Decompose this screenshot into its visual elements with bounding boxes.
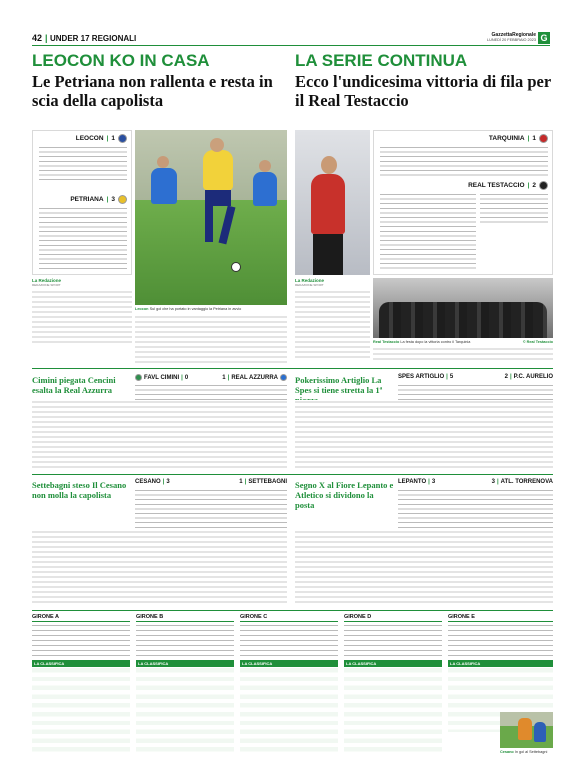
middle-story-2-body bbox=[295, 400, 553, 470]
player-red bbox=[311, 174, 345, 234]
leocon-badge-icon bbox=[118, 134, 127, 143]
group-b-standings-title: LA CLASSIFICA bbox=[136, 660, 234, 667]
middle-story-1-body bbox=[32, 400, 287, 470]
page-date: LUNEDÌ 20 FEBBRAIO 2023 bbox=[487, 38, 536, 42]
group-b-title: GIRONE B bbox=[136, 614, 234, 622]
middle-story-1-scoreline: FAVL CIMINI | 0 1 | REAL AZZURRA bbox=[135, 374, 287, 381]
real-azzurra-badge-icon bbox=[280, 374, 287, 381]
group-d-results bbox=[344, 624, 442, 656]
middle-story-2-scoreline: SPES ARTIGLIO | 5 2 | P.C. AURELIO bbox=[398, 374, 553, 380]
right-away-lineup bbox=[380, 193, 476, 271]
left-photo-caption: Leocon Sul gol che ha portato in vantaggio la Petriana in avvio bbox=[135, 307, 242, 311]
group-a-table bbox=[32, 668, 130, 752]
right-body-cols bbox=[373, 347, 553, 363]
right-team-photo bbox=[295, 130, 370, 275]
right-home-lineup bbox=[380, 146, 548, 178]
lower-story-1-body bbox=[32, 530, 287, 605]
bottom-photo bbox=[500, 712, 553, 748]
team-group-shape bbox=[379, 302, 547, 338]
left-away-lineup bbox=[39, 207, 127, 271]
left-away-team: PETRIANA | 3 bbox=[70, 195, 127, 204]
lower-story-2-lineups bbox=[398, 489, 553, 531]
group-b-results bbox=[136, 624, 234, 656]
left-home-lineup bbox=[39, 146, 127, 186]
group-a-standings-title: LA CLASSIFICA bbox=[32, 660, 130, 667]
group-d-table bbox=[344, 668, 442, 752]
player-yellow bbox=[203, 150, 233, 190]
right-celebration-photo bbox=[373, 278, 553, 338]
group-b-table bbox=[136, 668, 234, 752]
left-credit: La Redazione REDAZIONE SPORT bbox=[32, 278, 62, 287]
right-kicker: LA SERIE CONTINUA bbox=[295, 51, 468, 70]
player-blue-2 bbox=[253, 172, 277, 206]
middle-story-1-headline: Cimini piegata Cencini esalta la Real Azzurra bbox=[32, 375, 116, 395]
lower-story-2-scoreline: LEPANTO | 3 3 | ATL. TORRENOVA bbox=[398, 479, 553, 485]
group-d-title: GIRONE D bbox=[344, 614, 442, 622]
left-scoreboard bbox=[32, 130, 132, 275]
cimini-badge-icon bbox=[135, 374, 142, 381]
lower-story-1-lineups bbox=[135, 489, 287, 531]
paper-name: GazzettaRegionale bbox=[491, 32, 536, 38]
paper-logo: G bbox=[538, 32, 550, 44]
lower-story-2-headline: Segno X al Fiore Lepanto e Atletico si dividono la posta bbox=[295, 480, 394, 510]
left-match-photo bbox=[135, 130, 287, 305]
right-scoreboard bbox=[373, 130, 553, 275]
page-header bbox=[32, 32, 550, 46]
right-photo-caption: Real Testaccio La festa dopo la vittoria contro il Tarquinia © Real Testaccio bbox=[373, 340, 553, 344]
bottom-photo-caption: Cesano In gol al Settebagni bbox=[500, 750, 548, 754]
right-headline: Ecco l'undicesima vittoria di fila per il Real Testaccio bbox=[295, 72, 551, 110]
group-c-title: GIRONE C bbox=[240, 614, 338, 622]
left-kicker: LEOCON KO IN CASA bbox=[32, 51, 210, 70]
player-blue bbox=[151, 168, 177, 204]
group-a-results bbox=[32, 624, 130, 656]
group-c-results bbox=[240, 624, 338, 656]
ball-icon bbox=[231, 262, 241, 272]
lower-story-1-headline: Settebagni steso Il Cesano non molla la capolista bbox=[32, 480, 127, 500]
page-number: 42 bbox=[32, 33, 43, 43]
group-d-standings-title: LA CLASSIFICA bbox=[344, 660, 442, 667]
section-divider: | bbox=[45, 33, 48, 43]
right-referees bbox=[480, 193, 548, 223]
tarquinia-badge-icon bbox=[539, 134, 548, 143]
right-home-team: TARQUINIA | 1 bbox=[489, 134, 548, 143]
section-title: UNDER 17 REGIONALI bbox=[50, 34, 137, 43]
left-body-col1 bbox=[32, 290, 132, 345]
lower-story-2-body bbox=[295, 530, 553, 605]
right-credit: La Redazione REDAZIONE SPORT bbox=[295, 278, 325, 287]
group-e-results bbox=[448, 624, 553, 656]
lower-story-1-scoreline: CESANO | 3 1 | SETTEBAGNI bbox=[135, 479, 287, 485]
right-away-team: REAL TESTACCIO | 2 bbox=[468, 181, 548, 190]
group-e-title: GIRONE E bbox=[448, 614, 553, 622]
petriana-badge-icon bbox=[118, 195, 127, 204]
middle-story-2-headline: Pokerissimo Artiglio La Spes si tiene stretta la 1ª bbox=[295, 375, 383, 395]
group-a-title: GIRONE A bbox=[32, 614, 130, 622]
right-body-col1 bbox=[295, 290, 370, 360]
group-c-table bbox=[240, 668, 338, 752]
left-body-cols bbox=[135, 315, 287, 363]
player-orange bbox=[518, 718, 532, 740]
real-testaccio-badge-icon bbox=[539, 181, 548, 190]
score-divider: | bbox=[106, 135, 109, 142]
group-e-standings-title: LA CLASSIFICA bbox=[448, 660, 553, 667]
left-home-team: LEOCON | 1 bbox=[76, 134, 127, 143]
left-headline: Le Petriana non rallenta e resta in scia della capolista bbox=[32, 72, 273, 110]
group-c-standings-title: LA CLASSIFICA bbox=[240, 660, 338, 667]
